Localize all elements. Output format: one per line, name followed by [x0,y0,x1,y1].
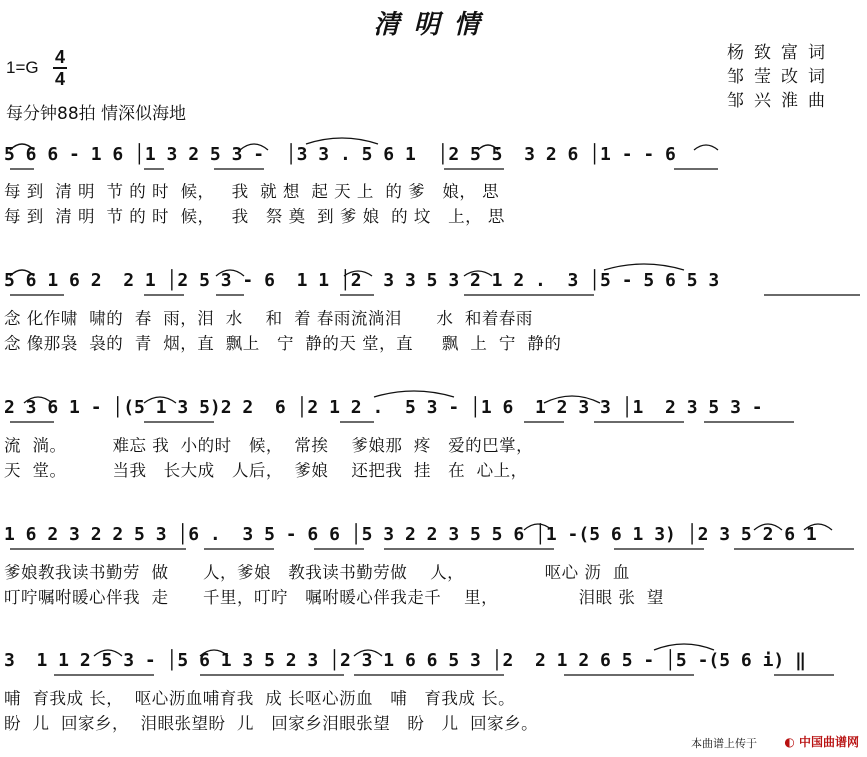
numbered-notes: 2 3 6 1 - │(5 1 3 5)2 2 6 │2 1 2 . 5 3 - │1 6 1 2 3 3 │1 2 3 5 3 - [4,397,763,418]
numbered-notes: 5 6 1 6 2 2 1 │2 5 3 - 6 1 1 │2 3 3 5 3 2 1 2 . 3 │5 - 5 6 5 3 [4,270,720,291]
numbered-notes: 1 6 2 3 2 2 5 3 │6 . 3 5 - 6 6 │5 3 2 2 3 5 5 6 │1 -(5 6 1 3) │2 3 5 2 6 1 [4,524,817,545]
numbered-notes: 3 1 1 2 5 3 - │5 6 1 3 5 2 3 │2 3 1 6 6 5 3 │2 2 1 2 6 5 - │5 -(5 6 i) ‖ [4,650,806,671]
lyrics-verse-1: 哺 育我成 长， 呕心沥血哺育我 成 长呕心沥血 哺 育我成 长。 [4,689,516,708]
tempo-marking: 每分钟88拍 情深似海地 [6,104,187,124]
site-logo[interactable] [784,733,859,750]
upload-note: 本曲谱上传于 [691,737,757,750]
key-signature: 1=G [6,58,39,77]
credit-name: 邹兴淮 [727,91,808,111]
numbered-notes: 5 6 6 - 1 6 │1 3 2 5 3 - │3 3 . 5 6 1 │2 5 5 3 2 6 │1 - - 6 [4,144,676,165]
notation-row-3 [4,395,860,421]
lyrics-verse-2: 盼 儿 回家乡， 泪眼张望盼 儿 回家乡泪眼张望 盼 儿 回家乡。 [4,714,539,733]
lyrics-verse-1: 爹娘教我读书勤劳 做 人，爹娘 教我读书勤劳做 人， 呕心 沥 血 [4,563,630,582]
lyrics-verse-2: 每 到 清 明 节 的 时 候， 我 祭 奠 到 爹 娘 的 坟 上， 思 [4,207,505,226]
time-signature-top: 4 [54,47,65,67]
lyrics-verse-2: 念 像那袅 袅的 青 烟，直 飘上 宁 静的天 堂，直 飘 上 宁 静的 [4,334,562,353]
lyrics-verse-2: 叮咛嘱咐暖心伴我 走 千里，叮咛 嘱咐暖心伴我走千 里， 泪眼 张 望 [4,588,664,607]
notation-row-4 [4,522,860,548]
lyrics-verse-2: 天 堂。 当我 长大成 人后， 爹娘 还把我 挂 在 心上， [4,461,528,480]
notation-row-5 [4,648,860,674]
site-logo-icon: ◐ [784,735,795,749]
credit-composer [727,86,835,111]
credit-role: 曲 [808,91,835,111]
notation-row-1 [4,142,860,168]
credit-role: 词 [808,43,835,63]
lyrics-verse-1: 每 到 清 明 节 的 时 候， 我 就 想 起 天 上 的 爹 娘， 思 [4,182,500,201]
lyrics-verse-1: 念 化作啸 啸的 春 雨，泪 水 和 着 春雨流淌泪 水 和着春雨 [4,309,533,328]
site-name: 中国曲谱网 [798,735,859,749]
credit-lyricist-2 [727,62,835,87]
credit-name: 杨致富 [727,43,808,63]
credit-role: 词 [808,67,835,87]
notation-row-2 [4,268,860,294]
credit-lyricist-1 [727,38,835,63]
song-title: 清明情 [373,10,494,40]
lyrics-verse-1: 流 淌。 难忘 我 小的时 候， 常挨 爹娘那 疼 爱的巴掌， [4,436,534,455]
time-signature-bottom: 4 [54,69,65,89]
credit-name: 邹莹改 [727,67,808,87]
